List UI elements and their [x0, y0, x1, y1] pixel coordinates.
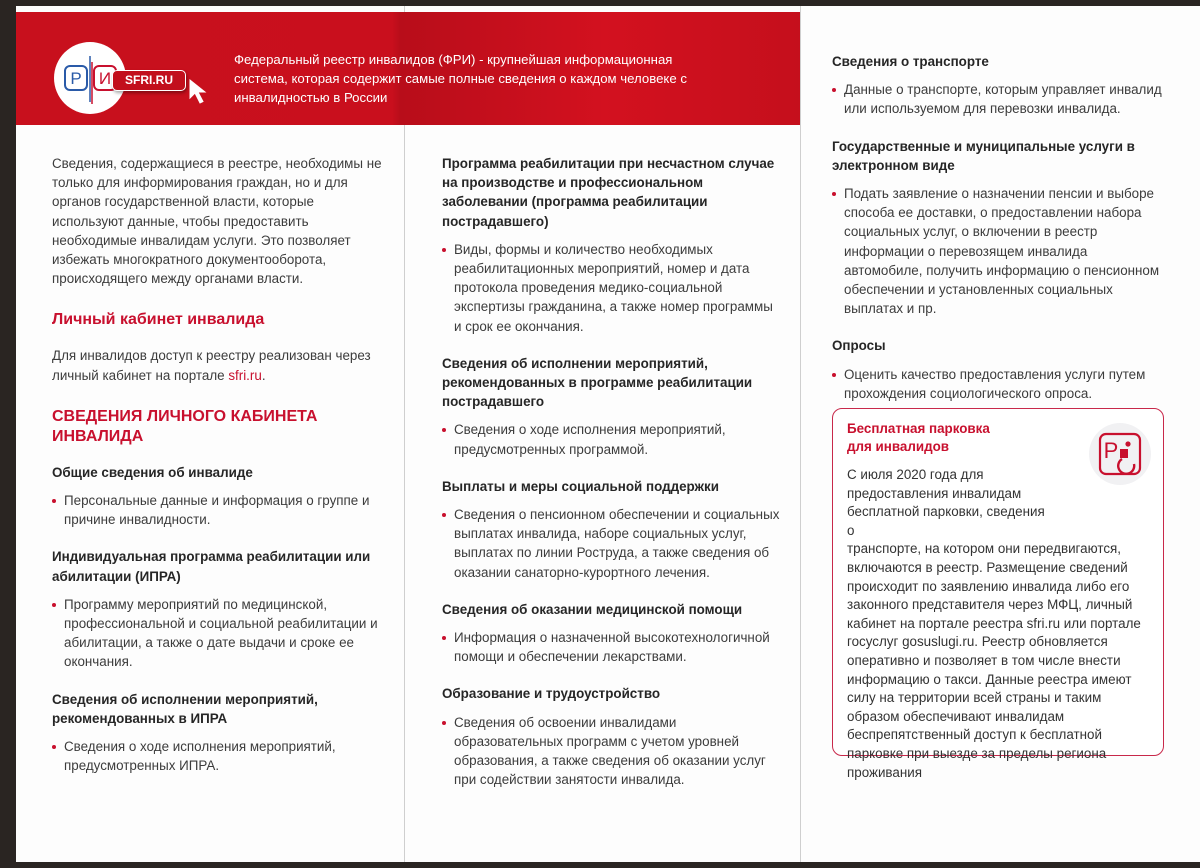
parking-text-lead: С июля 2020 года для предоставления инвалидам бесплатной парковки, сведения о: [847, 467, 1045, 538]
bullet-icon: [442, 721, 446, 725]
bullet-icon: [442, 513, 446, 517]
parking-title-line: для инвалидов: [847, 439, 950, 454]
bullet-text: Программу мероприятий по медицинской, профессиональной и социальной реабилитации и абилитации, а также о дате выдачи и сроке ее окончания.: [64, 596, 378, 670]
section-heading: Опросы: [832, 338, 886, 354]
logo-domain-badge: SFRI.RU: [112, 70, 186, 91]
bullet-text: Сведения о ходе исполнения мероприятий, предусмотренных ИПРА.: [64, 739, 336, 774]
bullet-icon: [52, 499, 56, 503]
parking-text-body: транспорте, на котором они передвигаются, включаются в реестр. Размещение сведений происходит по заявлению инвалида либо его законного представителя через МФЦ, личный кабинет на портале реестра sfri.ru или портале госуслуг gosuslugi.ru. Реестр обновляется оперативно и позволяет в том числе внести информацию о такси. Данные реестра имеют силу на территории всей страны и таким образом обеспечивают инвалидам беспрепятственный доступ к бесплатной парковке при выезде за пределы региона проживания: [847, 541, 1141, 780]
bullet-item: [442, 713, 782, 790]
bullet-icon: [442, 636, 446, 640]
section-heading: Государственные и муниципальные услуги в электронном виде: [832, 138, 1135, 173]
panel-right: [832, 52, 1162, 421]
svg-text:Р: Р: [70, 69, 82, 88]
cabinet-heading: Личный кабинет инвалида: [52, 311, 265, 329]
svg-text:P: P: [1103, 438, 1119, 463]
cabinet-paragraph: [52, 346, 382, 384]
header-tagline: Федеральный реестр инвалидов (ФРИ) - крупнейшая информационная система, которая содержит самые полные сведения о каждом человеке с инвалидностью в России: [234, 52, 687, 105]
section-heading: Программа реабилитации при несчастном случае на производстве и профессиональном заболевании (программа реабилитации пострадавшего): [442, 156, 775, 229]
bullet-text: Персональные данные и информация о группе и причине инвалидности.: [64, 493, 370, 528]
bullet-item: [442, 240, 782, 336]
bullet-item: [832, 184, 1162, 318]
section-block: [442, 600, 782, 667]
parking-info-box: [832, 408, 1164, 780]
bullet-icon: [442, 248, 446, 252]
brochure-sheet: [16, 6, 1200, 862]
section-block: [442, 684, 782, 789]
section-heading: Индивидуальная программа реабилитации или абилитации (ИПРА): [52, 549, 371, 584]
cabinet-text-end: .: [261, 367, 266, 383]
section-heading: Сведения об оказании медицинской помощи: [442, 601, 743, 617]
section-heading: Образование и трудоустройство: [442, 686, 661, 702]
parking-icon-badge: [1089, 423, 1151, 485]
section-block: [832, 52, 1162, 119]
section-block: [52, 690, 382, 776]
bullet-text: Сведения о пенсионном обеспечении и социальных выплатах инвалида, наборе социальных услуг, выплатах по линии Роструда, а также сведения об оказании санаторно-курортного лечения.: [454, 507, 780, 580]
bullet-text: Сведения о ходе исполнения мероприятий, предусмотренных программой.: [454, 422, 726, 457]
cabinet-info-heading: СВЕДЕНИЯ ЛИЧНОГО КАБИНЕТА ИНВАЛИДА: [52, 407, 318, 445]
section-block: [832, 137, 1162, 319]
section-block: [442, 477, 782, 582]
bullet-text: Оценить качество предоставления услуги путем прохождения социологического опроса.: [844, 366, 1146, 401]
svg-text:И: И: [98, 69, 112, 88]
bullet-item: [52, 491, 382, 529]
parking-wheelchair-icon: [1098, 432, 1142, 476]
bullet-item: [832, 365, 1162, 403]
panel-middle: [442, 154, 782, 807]
section-block: [52, 547, 382, 671]
section-heading: Выплаты и меры социальной поддержки: [442, 478, 719, 494]
parking-text: [847, 466, 1149, 782]
intro-paragraph: Сведения, содержащиеся в реестре, необходимы не только для информирования граждан, но и для органов государственной власти, которые используют данные, чтобы предоставить необходимые инвалидам услуги. Это позволяет избежать многократного документооборота, происходящего между органами власти.: [52, 156, 382, 287]
fold-line: [404, 6, 405, 862]
fold-line: [800, 6, 801, 862]
bullet-icon: [832, 192, 836, 196]
parking-title-line: Бесплатная парковка: [847, 421, 990, 436]
cabinet-text: Для инвалидов доступ к реестру реализован через личный кабинет на портале: [52, 348, 371, 383]
section-block: [442, 354, 782, 459]
bullet-icon: [52, 745, 56, 749]
bullet-item: [442, 505, 782, 582]
bullet-icon: [52, 603, 56, 607]
bullet-item: [52, 595, 382, 672]
section-block: [832, 336, 1162, 403]
bullet-text: Виды, формы и количество необходимых реабилитационных мероприятий, номер и дата протокола проведения медико-социальной экспертизы гражданина, а также номер программы и срок ее окончания.: [454, 241, 773, 334]
section-block: [442, 154, 782, 336]
header-banner: [16, 12, 800, 125]
bullet-item: [442, 628, 782, 666]
bullet-item: [442, 420, 782, 458]
section-heading: Сведения об исполнении мероприятий, рекомендованных в ИПРА: [52, 691, 318, 726]
section-heading: Сведения об исполнении мероприятий, рекомендованных в программе реабилитации пострадавшего: [442, 355, 753, 410]
cursor-arrow-icon: [188, 78, 212, 106]
bullet-item: [52, 737, 382, 775]
panel-left: [52, 154, 382, 793]
section-heading: Общие сведения об инвалиде: [52, 464, 253, 480]
section-heading: Сведения о транспорте: [832, 54, 989, 69]
bullet-item: [832, 80, 1162, 118]
bullet-text: Подать заявление о назначении пенсии и выборе способа ее доставки, о предоставлении набора социальных услуг, о включении в реестр информации о перевозящем инвалида автомобиле, получить информацию о пенсионном обеспечении и установленных социальных выплатах и пр.: [844, 186, 1160, 317]
bullet-icon: [442, 428, 446, 432]
bullet-icon: [832, 373, 836, 377]
bullet-text: Данные о транспорте, которым управляет инвалид или используемом для перевозки инвалида.: [844, 82, 1162, 117]
section-block: [52, 463, 382, 530]
sfri-link[interactable]: sfri.ru: [228, 367, 262, 383]
bullet-text: Информация о назначенной высокотехнологичной помощи и обеспечении лекарствами.: [454, 630, 770, 665]
bullet-text: Сведения об освоении инвалидами образовательных программ с учетом уровней образования, а также сведения об оказании услуг при содействии занятости инвалида.: [454, 714, 766, 788]
bullet-icon: [832, 88, 836, 92]
